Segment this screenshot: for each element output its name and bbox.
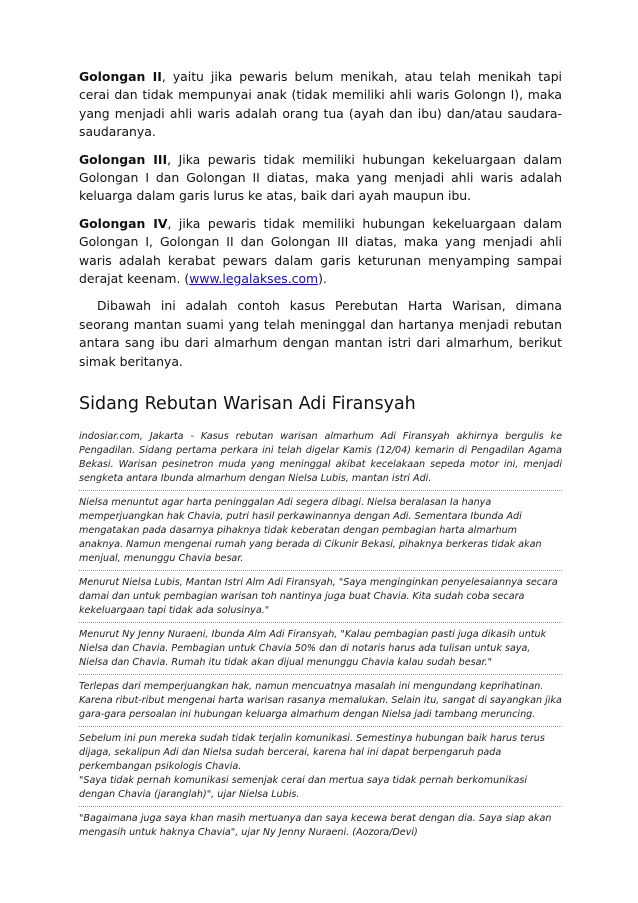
news-paragraph <box>79 491 562 571</box>
news-text: Menurut Ny Jenny Nuraeni, Ibunda Alm Adi Firansyah, "Kalau pembagian pasti juga dikasih untuk Nielsa dan Chavia. Pembagian untuk Chavia 50% dan di notaris harus ada tulisan untuk saya, Nielsa dan Chavia. Rumah itu tidak akan dijual menunggu Chavia kalau sudah besar." <box>79 629 547 669</box>
article-heading: Sidang Rebutan Warisan Adi Firansyah <box>79 394 416 415</box>
paragraph-intro: Dibawah ini adalah contoh kasus Perebutan Harta Warisan, dimana seorang mantan suami yang telah meninggal dan hartanya menjadi rebutan antara sang ibu dari almarhum dengan mantan istri dari almarhum, berikut simak beritanya. <box>79 298 562 369</box>
news-paragraph <box>79 807 562 844</box>
golongan-iii-label: Golongan III <box>79 151 168 167</box>
news-text: Terlepas dari memperjuangkan hak, namun mencuatnya masalah ini mengundang keprihatinan. Karena ribut-ribut mengenai harta warisan rasanya memalukan. Selain itu, sangat di sayangkan jika gara-gara persoalan ini hubungan keluarga almarhum dengan Nielsa jadi tambang meruncing. <box>79 681 562 721</box>
news-paragraph <box>79 571 562 623</box>
news-text: Menurut Nielsa Lubis, Mantan Istri Alm Adi Firansyah, "Saya menginginkan penyelesaiannya secara damai dan untuk pembagian warisan toh nantinya juga buat Chavia. Kita sudah coba secara kekeluargaan tapi tidak ada solusinya." <box>79 577 558 617</box>
news-paragraph <box>79 675 562 727</box>
golongan-iv-label: Golongan IV <box>79 215 168 231</box>
paragraph-golongan-ii <box>79 68 562 142</box>
article-body <box>79 427 562 844</box>
paragraph-golongan-iii <box>79 151 562 206</box>
news-paragraph <box>79 427 562 491</box>
golongan-iv-after-link: ). <box>318 271 327 287</box>
news-text: indosiar.com, Jakarta - Kasus rebutan warisan almarhum Adi Firansyah akhirnya bergulis ke Pengadilan. Sidang pertama perkara ini telah digelar Kamis (12/04) kemarin di Pengadilan Agama Bekasi. Warisan pesinetron muda yang meninggal akibat kecelakaan sepeda motor ini, menjadi sengketa antara Ibunda almarhum dengan Nielsa Lubis, mantan istri Adi. <box>79 431 562 485</box>
golongan-ii-text: , yaitu jika pewaris belum menikah, atau telah menikah tapi cerai dan tidak mempunyai anak (tidak memiliki ahli waris Golongn I), maka yang menjadi ahli waris adalah orang tua (ayah dan ibu) dan/atau saudara-saudaranya. <box>79 69 562 140</box>
golongan-ii-label: Golongan II <box>79 69 162 84</box>
document-content <box>79 68 562 844</box>
news-text: Nielsa menuntut agar harta peninggalan Adi segera dibagi. Nielsa beralasan Ia hanya memperjuangkan hak Chavia, putri hasil perkawinannya dengan Adi. Sementara Ibunda Adi mengatakan pada dasarnya pihaknya tidak keberatan dengan pembagian harta almarhum anaknya. Namun mengenai rumah yang berada di Cikunir Bekasi, pihaknya berkeras tidak akan menjual, menunggu Chavia besar. <box>79 497 542 565</box>
golongan-iii-text: , Jika pewaris tidak memiliki hubungan kekeluargaan dalam Golongan I dan Golongan II diatas, maka yang menjadi ahli waris adalah keluarga dalam garis lurus ke atas, baik dari ayah maupun ibu. <box>79 151 562 204</box>
news-paragraph <box>79 727 562 807</box>
paragraph-golongan-iv <box>79 215 562 289</box>
legalakses-link[interactable]: www.legalakses.com <box>189 271 319 287</box>
news-text: Sebelum ini pun mereka sudah tidak terjalin komunikasi. Semestinya hubungan baik harus terus dijaga, sekalipun Adi dan Nielsa sudah bercerai, karena hal ini dapat berpengaruh pada perkembangan psikologis Chavia. "Saya tidak pernah komunikasi semenjak cerai dan mertua saya tidak pernah berkomunikasi dengan Chavia (jaranglah)", ujar Nielsa Lubis. <box>79 733 545 801</box>
news-text: "Bagaimana juga saya khan masih mertuanya dan saya kecewa berat dengan dia. Saya siap akan mengasih untuk haknya Chavia", ujar Ny Jenny Nuraeni. (Aozora/Devi) <box>79 813 552 839</box>
golongan-iv-text: , jika pewaris tidak memiliki hubungan kekeluargaan dalam Golongan I, Golongan II dan Golongan III diatas, maka yang menjadi ahli waris adalah kerabat pewars dalam garis keturunan menyamping sampai derajat keenam. ( <box>79 215 562 287</box>
news-paragraph <box>79 623 562 675</box>
